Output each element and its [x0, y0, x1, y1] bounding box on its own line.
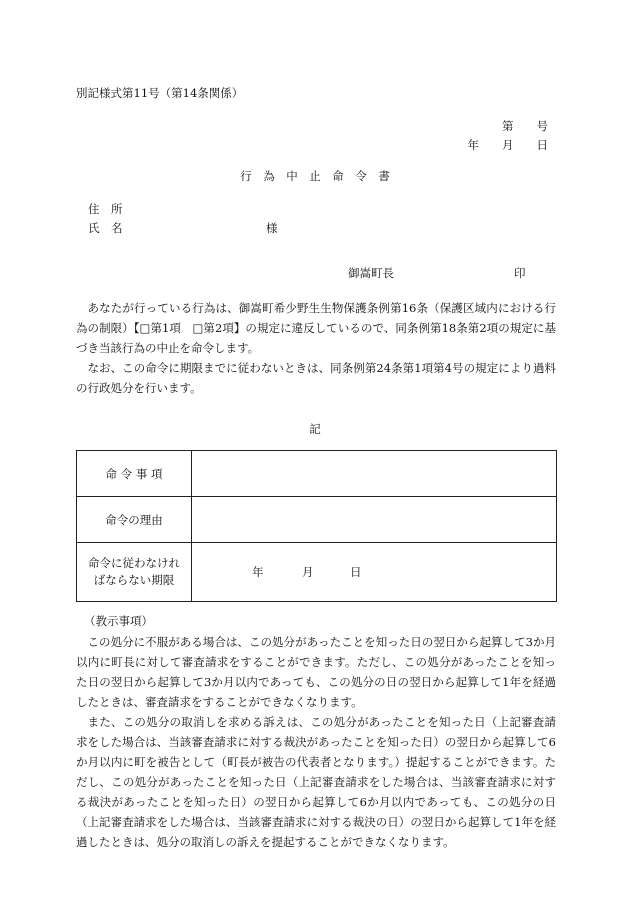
- deadline-year: 年: [252, 564, 264, 579]
- table-row: [77, 543, 557, 602]
- table-row: [77, 451, 557, 497]
- deadline-value: [192, 543, 557, 602]
- issuer-name: 御嵩町長: [348, 266, 394, 280]
- notice-appeal-paragraph: この処分に不服がある場合は、この処分があったことを知った日の翌日から起算して3か月以内に町長に対して審査請求をすることができます。ただし、この処分があったことを知った日の翌日から起算して3か月以内であっても、この処分の日の翌日から起算して1年を経過したときは、審査請求をすることができなくなります。: [76, 635, 556, 709]
- deadline-label: [77, 543, 192, 602]
- seal-mark: 印: [514, 266, 526, 280]
- table-row: [77, 497, 557, 543]
- order-items-value: [192, 451, 557, 497]
- form-number-label: 別記様式第11号（第14条関係）: [76, 86, 244, 100]
- deadline-day: 日: [350, 564, 362, 579]
- order-reason-value: [192, 497, 557, 543]
- ki-heading: 記: [309, 422, 321, 436]
- order-paragraph: あなたが行っている行為は、御嵩町希少野生生物保護条例第16条（保護区域内における行為の制限）【□第1項 □第2項】の規定に違反しているので、同条例第18条第2項の規定に基づき当該行為の中止を命令します。: [76, 301, 556, 355]
- document-number-line: 第 号: [502, 119, 548, 133]
- notice-lawsuit-paragraph: また、この処分の取消しを求める訴えは、この処分があったことを知った日（上記審査請求をした場合は、当該審査請求に対する裁決があったことを知った日）の翌日から起算して6か月以内に町を被告として（町長が被告の代表者となります。）提起することができます。ただし、この処分があったことを知った日（上記審査請求をした場合は、当該審査請求に対する裁決があったことを知った日）の翌日から起算して6か月以内であっても、この処分の日（上記審査請求をした場合は、当該審査請求に対する裁決の日）の翌日から起算して1年を経過したときは、処分の取消しの訴えを提起することができなくなります。: [76, 715, 556, 849]
- name-label: 氏 名: [88, 221, 123, 235]
- deadline-month: 月: [302, 564, 314, 579]
- honorific-sama: 様: [266, 221, 278, 235]
- order-details-table: [76, 450, 557, 602]
- document-title: 行 為 中 止 命 令 書: [240, 169, 390, 183]
- deadline-label-line1: 命令に従わなけれ: [88, 556, 180, 570]
- notice-heading: （教示事項）: [84, 614, 153, 628]
- deadline-label-line2: ばならない期限: [93, 573, 175, 587]
- penalty-paragraph: なお、この命令に期限までに従わないときは、同条例第24条第1項第4号の規定により過料の行政処分を行います。: [76, 361, 556, 395]
- address-label: 住 所: [88, 202, 123, 216]
- order-items-label: 命 令 事 項: [77, 451, 192, 497]
- order-reason-label: 命令の理由: [77, 497, 192, 543]
- document-date-line: 年 月 日: [467, 138, 548, 152]
